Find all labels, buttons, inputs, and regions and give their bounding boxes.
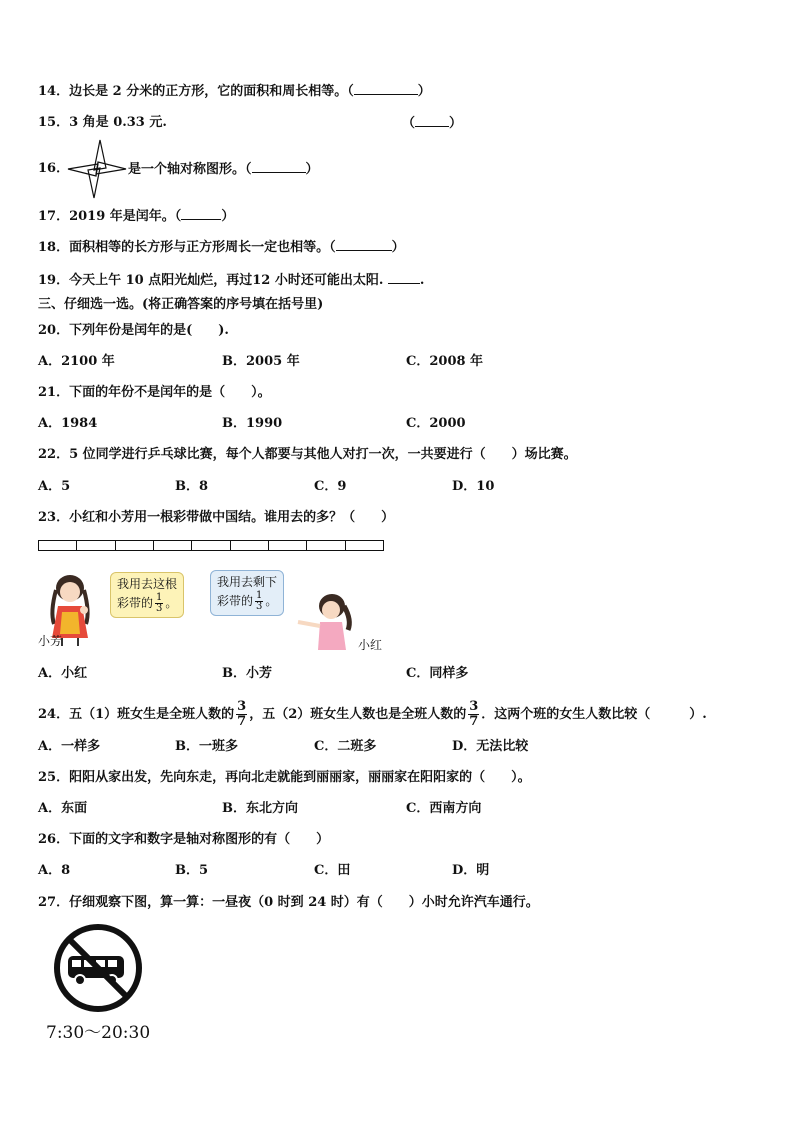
option-d[interactable]: D．10 [452, 479, 495, 494]
question-15: 15．3 角是 0.33 元. [38, 115, 167, 130]
question-16-text: 是一个轴对称图形。（ ） [128, 162, 319, 177]
fraction: $\frac{1}{3}$ [156, 592, 163, 614]
question-23: 23．小红和小芳用一根彩带做中国结。谁用去的多？（ ） [38, 510, 395, 525]
fraction-3-7: $\frac{3}{7}$ [237, 699, 247, 729]
question-17: 17．2019 年是闰年。（ ） [38, 209, 235, 224]
option-a[interactable]: A．一样多 [38, 739, 101, 754]
ribbon-tape-diagram [38, 540, 384, 551]
answer-blank[interactable] [388, 271, 420, 284]
fraction: $\frac{1}{3}$ [256, 590, 263, 612]
question-16: 16． [38, 161, 70, 176]
option-b[interactable]: B．小芳 [222, 666, 272, 681]
answer-blank[interactable] [181, 207, 221, 220]
option-a[interactable]: A．5 [38, 479, 71, 494]
option-c[interactable]: C．西南方向 [406, 801, 482, 816]
speech-bubble-xiaohong: 我用去剩下 彩带的 $\frac{1}{3}$ 。 [210, 570, 284, 616]
speech-bubble-xiaofang: 我用去这根 彩带的 $\frac{1}{3}$ 。 [110, 572, 184, 618]
option-b[interactable]: B．8 [175, 479, 209, 494]
option-c[interactable]: C．9 [314, 479, 347, 494]
girl-xiaohong-illustration [288, 592, 358, 654]
option-b[interactable]: B．1990 [222, 416, 283, 431]
answer-blank[interactable] [354, 82, 418, 95]
answer-blank[interactable] [415, 114, 449, 127]
question-25: 25．阳阳从家出发，先向东走，再向北走就能到丽丽家，丽丽家在阳阳家的（ ）。 [38, 770, 531, 785]
option-a[interactable]: A．小红 [38, 666, 88, 681]
option-c[interactable]: C．2000 [406, 416, 466, 431]
question-18: 18．面积相等的长方形与正方形周长一定也相等。（ ） [38, 240, 405, 255]
option-b[interactable]: B．一班多 [175, 739, 238, 754]
option-a[interactable]: A．1984 [38, 416, 98, 431]
question-19: 19．今天上午 10 点阳光灿烂，再过12 小时还可能出太阳. . [38, 273, 425, 288]
option-c[interactable]: C．同样多 [406, 666, 469, 681]
option-c[interactable]: C．田 [314, 863, 351, 878]
answer-blank[interactable] [252, 160, 306, 173]
option-c[interactable]: C．2008 年 [406, 354, 484, 369]
option-a[interactable]: A．8 [38, 863, 71, 878]
question-15-answer: （ ） [402, 116, 463, 131]
option-b[interactable]: B．东北方向 [222, 801, 298, 816]
option-c[interactable]: C．二班多 [314, 739, 377, 754]
pinwheel-figure [66, 138, 128, 200]
label-xiaofang: 小芳 [38, 634, 63, 648]
option-b[interactable]: B．2005 年 [222, 354, 300, 369]
no-vehicle-sign-icon [52, 922, 144, 1014]
option-a[interactable]: A．2100 年 [38, 354, 115, 369]
question-24: 24．五（1）班女生是全班人数的 $\frac{3}{7}$ ，五（2）班女生人数也是全班人数的 $\frac{3}{7}$ ．这两个班的女生人数比较（ ）. [38, 699, 707, 729]
section-heading: 三、仔细选一选。(将正确答案的序号填在括号里) [38, 297, 324, 312]
question-21: 21．下面的年份不是闰年的是（ ）。 [38, 385, 271, 400]
question-14: 14．边长是 2 分米的正方形，它的面积和周长相等。（ ） [38, 84, 431, 99]
answer-blank[interactable] [336, 238, 392, 251]
fraction-3-7: $\frac{3}{7}$ [469, 699, 479, 729]
option-d[interactable]: D．明 [452, 863, 490, 878]
option-d[interactable]: D．无法比较 [452, 739, 529, 754]
question-26: 26．下面的文字和数字是轴对称图形的有（ ） [38, 832, 330, 847]
allowed-time-range: 7:30～20:30 [46, 1023, 151, 1043]
label-xiaohong: 小红 [358, 638, 383, 652]
question-27: 27．仔细观察下图，算一算：一昼夜（0 时到 24 时）有（ ）小时允许汽车通行。 [38, 895, 539, 910]
option-b[interactable]: B．5 [175, 863, 209, 878]
question-22: 22．5 位同学进行乒乓球比赛，每个人都要与其他人对打一次，一共要进行（ ）场比赛。 [38, 447, 577, 462]
question-20: 20．下列年份是闰年的是( ). [38, 323, 229, 338]
option-a[interactable]: A．东面 [38, 801, 88, 816]
